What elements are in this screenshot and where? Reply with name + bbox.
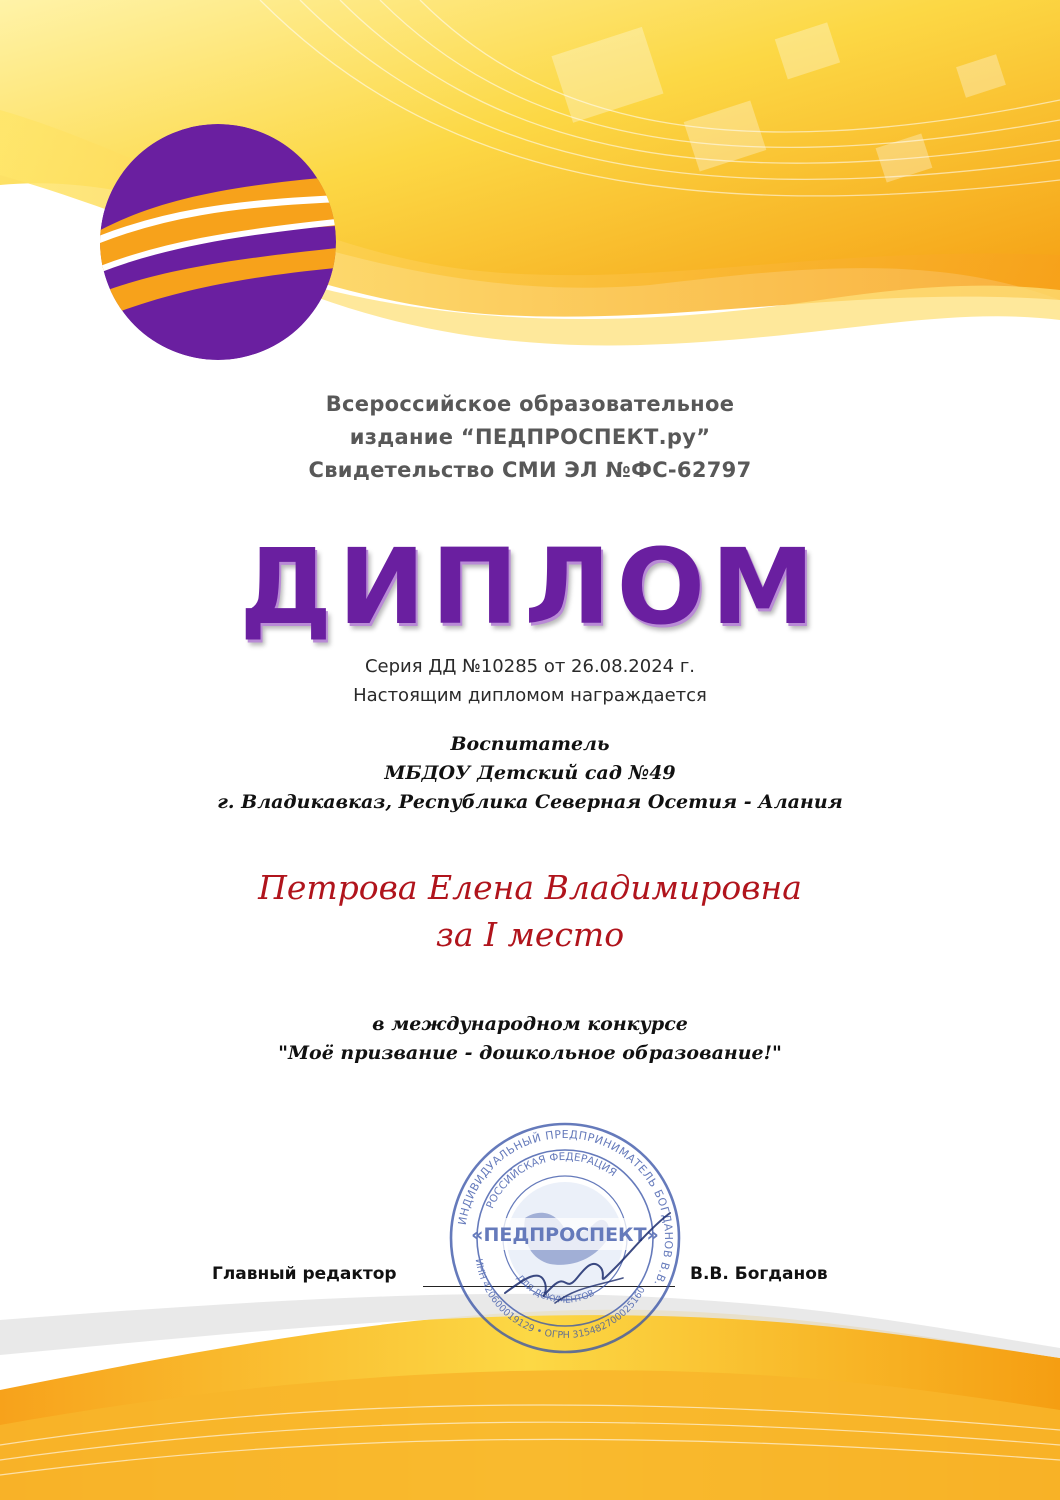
recipient-position: Воспитатель <box>450 733 610 755</box>
recipient-location: г. Владикавказ, Республика Северная Осетия - Алания <box>217 791 843 813</box>
stamp-bottom-text: ИНН 420600019129 • ОГРН 315482700025160 <box>472 1257 648 1342</box>
recipient-block <box>0 730 1060 817</box>
publisher-line-1: Всероссийское образовательное <box>325 392 735 416</box>
publisher-line-2: издание “ПЕДПРОСПЕКТ.ру” <box>349 425 711 449</box>
diploma-title: ДИПЛОМ <box>239 526 821 648</box>
publisher-line-3: Свидетельство СМИ ЭЛ №ФС-62797 <box>308 458 752 482</box>
contest-block <box>0 1010 1060 1068</box>
contest-line-1: в международном конкурсе <box>372 1013 688 1035</box>
stamp-bottom-inner-text: ДЛЯ ДОКУМЕНТОВ <box>513 1273 597 1306</box>
winner-block <box>0 864 1060 958</box>
official-stamp <box>445 1118 685 1358</box>
series-block <box>0 652 1060 710</box>
winner-place: за I место <box>435 915 625 954</box>
signature-name: В.В. Богданов <box>690 1264 828 1284</box>
series-number: Серия ДД №10285 от 26.08.2024 г. <box>364 656 696 677</box>
stamp-outer-text: ИНДИВИДУАЛЬНЫЙ ПРЕДПРИНИМАТЕЛЬ БОГДАНОВ В.В. <box>455 1127 676 1289</box>
signature-role: Главный редактор <box>212 1264 397 1284</box>
stamp-center-text: «ПЕДПРОСПЕКТ» <box>471 1224 659 1246</box>
publisher-info <box>0 388 1060 487</box>
winner-name: Петрова Елена Владимировна <box>258 868 802 907</box>
contest-line-2: "Моё призвание - дошкольное образование!" <box>278 1042 782 1064</box>
recipient-organization: МБДОУ Детский сад №49 <box>384 762 676 784</box>
stamp-inner-text: РОССИЙСКАЯ ФЕДЕРАЦИЯ <box>484 1150 619 1211</box>
awarded-text: Настоящим дипломом награждается <box>353 685 707 706</box>
logo-sphere-icon <box>96 120 341 365</box>
